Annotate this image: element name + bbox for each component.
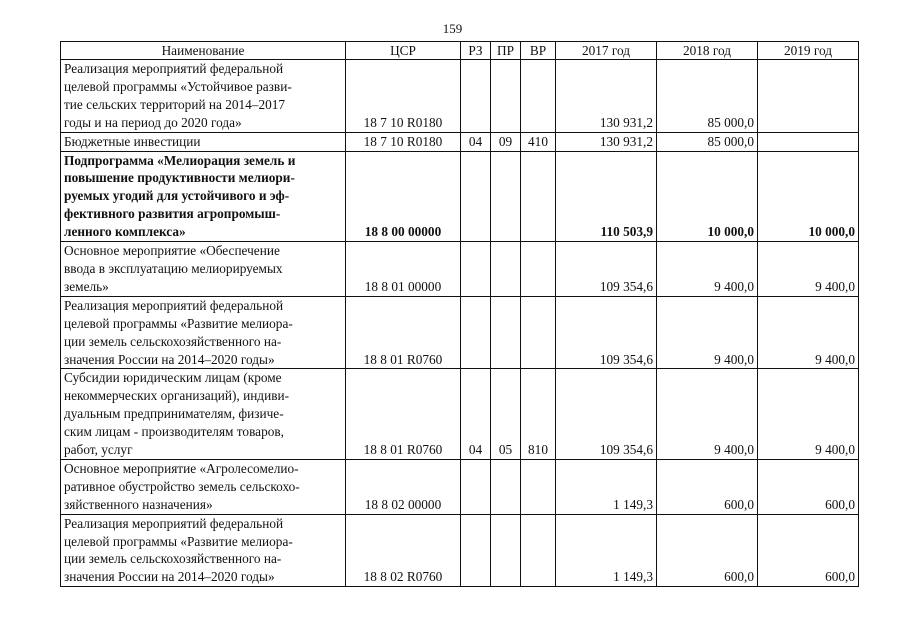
row-pr xyxy=(491,60,521,133)
row-csr: 18 8 01 R0760 xyxy=(346,369,461,460)
row-name xyxy=(61,514,346,587)
col-header-name: Наименование xyxy=(61,42,346,60)
row-2019 xyxy=(758,132,859,151)
row-csr: 18 8 01 00000 xyxy=(346,242,461,297)
table-row xyxy=(61,369,859,460)
row-2019: 10 000,0 xyxy=(758,151,859,242)
row-name-line: годы и на период до 2020 года» xyxy=(64,114,242,130)
table-row xyxy=(61,242,859,297)
table-row xyxy=(61,132,859,151)
row-name-line: тие сельских территорий на 2014–2017 xyxy=(64,96,286,112)
table-row xyxy=(61,514,859,587)
row-pr xyxy=(491,151,521,242)
row-name-line: значения России на 2014–2020 годы» xyxy=(64,569,275,585)
row-rz xyxy=(461,459,491,514)
row-2017: 109 354,6 xyxy=(556,242,657,297)
row-name xyxy=(61,60,346,133)
budget-table xyxy=(60,41,859,587)
row-2018: 9 400,0 xyxy=(657,296,758,369)
row-name-line: руемых угодий для устойчивого и эф- xyxy=(64,188,290,204)
row-2017: 1 149,3 xyxy=(556,514,657,587)
row-pr: 05 xyxy=(491,369,521,460)
col-header-2018: 2018 год xyxy=(657,42,758,60)
row-2018: 600,0 xyxy=(657,459,758,514)
row-csr: 18 7 10 R0180 xyxy=(346,132,461,151)
row-2019: 9 400,0 xyxy=(758,296,859,369)
row-2018: 85 000,0 xyxy=(657,132,758,151)
row-name xyxy=(61,132,346,151)
row-name xyxy=(61,369,346,460)
row-vr: 810 xyxy=(521,369,556,460)
row-name-line: ленного комплекса» xyxy=(64,224,186,240)
row-rz: 04 xyxy=(461,369,491,460)
row-2018: 9 400,0 xyxy=(657,369,758,460)
row-vr xyxy=(521,60,556,133)
row-name-line: работ, услуг xyxy=(64,442,133,458)
row-rz xyxy=(461,296,491,369)
row-csr: 18 8 02 00000 xyxy=(346,459,461,514)
row-name-line: целевой программы «Развитие мелиора- xyxy=(64,315,293,331)
row-csr: 18 7 10 R0180 xyxy=(346,60,461,133)
row-vr: 410 xyxy=(521,132,556,151)
row-2017: 1 149,3 xyxy=(556,459,657,514)
row-name xyxy=(61,296,346,369)
row-name-line: ции земель сельскохозяйственного на- xyxy=(64,551,282,567)
row-vr xyxy=(521,514,556,587)
row-name-line: земель» xyxy=(64,278,109,294)
row-csr: 18 8 02 R0760 xyxy=(346,514,461,587)
row-name-line: Реализация мероприятий федеральной xyxy=(64,515,284,531)
row-name-line: Основное мероприятие «Агролесомелио- xyxy=(64,460,299,476)
row-name-line: целевой программы «Устойчивое разви- xyxy=(64,78,292,94)
row-rz xyxy=(461,151,491,242)
row-name-line: ративное обустройство земель сельскохо- xyxy=(64,478,300,494)
row-2019: 9 400,0 xyxy=(758,242,859,297)
row-pr xyxy=(491,514,521,587)
row-2018: 10 000,0 xyxy=(657,151,758,242)
row-rz: 04 xyxy=(461,132,491,151)
row-vr xyxy=(521,296,556,369)
row-name xyxy=(61,459,346,514)
row-2019: 600,0 xyxy=(758,459,859,514)
row-name-line: ским лицам - производителям товаров, xyxy=(64,424,284,440)
row-vr xyxy=(521,242,556,297)
table-row xyxy=(61,60,859,133)
row-csr: 18 8 01 R0760 xyxy=(346,296,461,369)
table-row xyxy=(61,459,859,514)
row-name-line: Подпрограмма «Мелиорация земель и xyxy=(64,152,296,168)
row-2018: 9 400,0 xyxy=(657,242,758,297)
row-csr: 18 8 00 00000 xyxy=(346,151,461,242)
row-name-line: Бюджетные инвестиции xyxy=(64,133,201,149)
row-name-line: зяйственного назначения» xyxy=(64,496,213,512)
row-name-line: некоммерческих организаций), индиви- xyxy=(64,388,290,404)
row-2018: 600,0 xyxy=(657,514,758,587)
row-vr xyxy=(521,151,556,242)
table-row xyxy=(61,151,859,242)
row-rz xyxy=(461,242,491,297)
row-name-line: целевой программы «Развитие мелиора- xyxy=(64,533,293,549)
col-header-rz: РЗ xyxy=(461,42,491,60)
row-pr xyxy=(491,459,521,514)
row-name-line: ции земель сельскохозяйственного на- xyxy=(64,333,282,349)
row-pr: 09 xyxy=(491,132,521,151)
row-name-line: Реализация мероприятий федеральной xyxy=(64,297,284,313)
row-pr xyxy=(491,242,521,297)
col-header-2017: 2017 год xyxy=(556,42,657,60)
row-2019: 9 400,0 xyxy=(758,369,859,460)
col-header-vr: ВР xyxy=(521,42,556,60)
row-pr xyxy=(491,296,521,369)
row-rz xyxy=(461,60,491,133)
row-vr xyxy=(521,459,556,514)
row-name-line: Субсидии юридическим лицам (кроме xyxy=(64,370,282,386)
table-row xyxy=(61,296,859,369)
row-name-line: Реализация мероприятий федеральной xyxy=(64,61,284,76)
row-2017: 130 931,2 xyxy=(556,132,657,151)
row-name xyxy=(61,151,346,242)
row-2019: 600,0 xyxy=(758,514,859,587)
row-2017: 130 931,2 xyxy=(556,60,657,133)
col-header-2019: 2019 год xyxy=(758,42,859,60)
row-name-line: ввода в эксплуатацию мелиорируемых xyxy=(64,260,283,276)
row-name-line: фективного развития агропромыш- xyxy=(64,206,281,222)
row-name-line: дуальным предпринимателям, физиче- xyxy=(64,406,284,422)
row-name-line: Основное мероприятие «Обеспечение xyxy=(64,243,280,259)
row-2017: 110 503,9 xyxy=(556,151,657,242)
table-header-row xyxy=(61,42,859,60)
row-2017: 109 354,6 xyxy=(556,296,657,369)
page-number: 159 xyxy=(442,21,463,36)
col-header-pr: ПР xyxy=(491,42,521,60)
row-name-line: значения России на 2014–2020 годы» xyxy=(64,351,275,367)
row-2018: 85 000,0 xyxy=(657,60,758,133)
row-rz xyxy=(461,514,491,587)
row-2019 xyxy=(758,60,859,133)
row-name xyxy=(61,242,346,297)
col-header-csr: ЦСР xyxy=(346,42,461,60)
row-2017: 109 354,6 xyxy=(556,369,657,460)
row-name-line: повышение продуктивности мелиори- xyxy=(64,170,295,186)
